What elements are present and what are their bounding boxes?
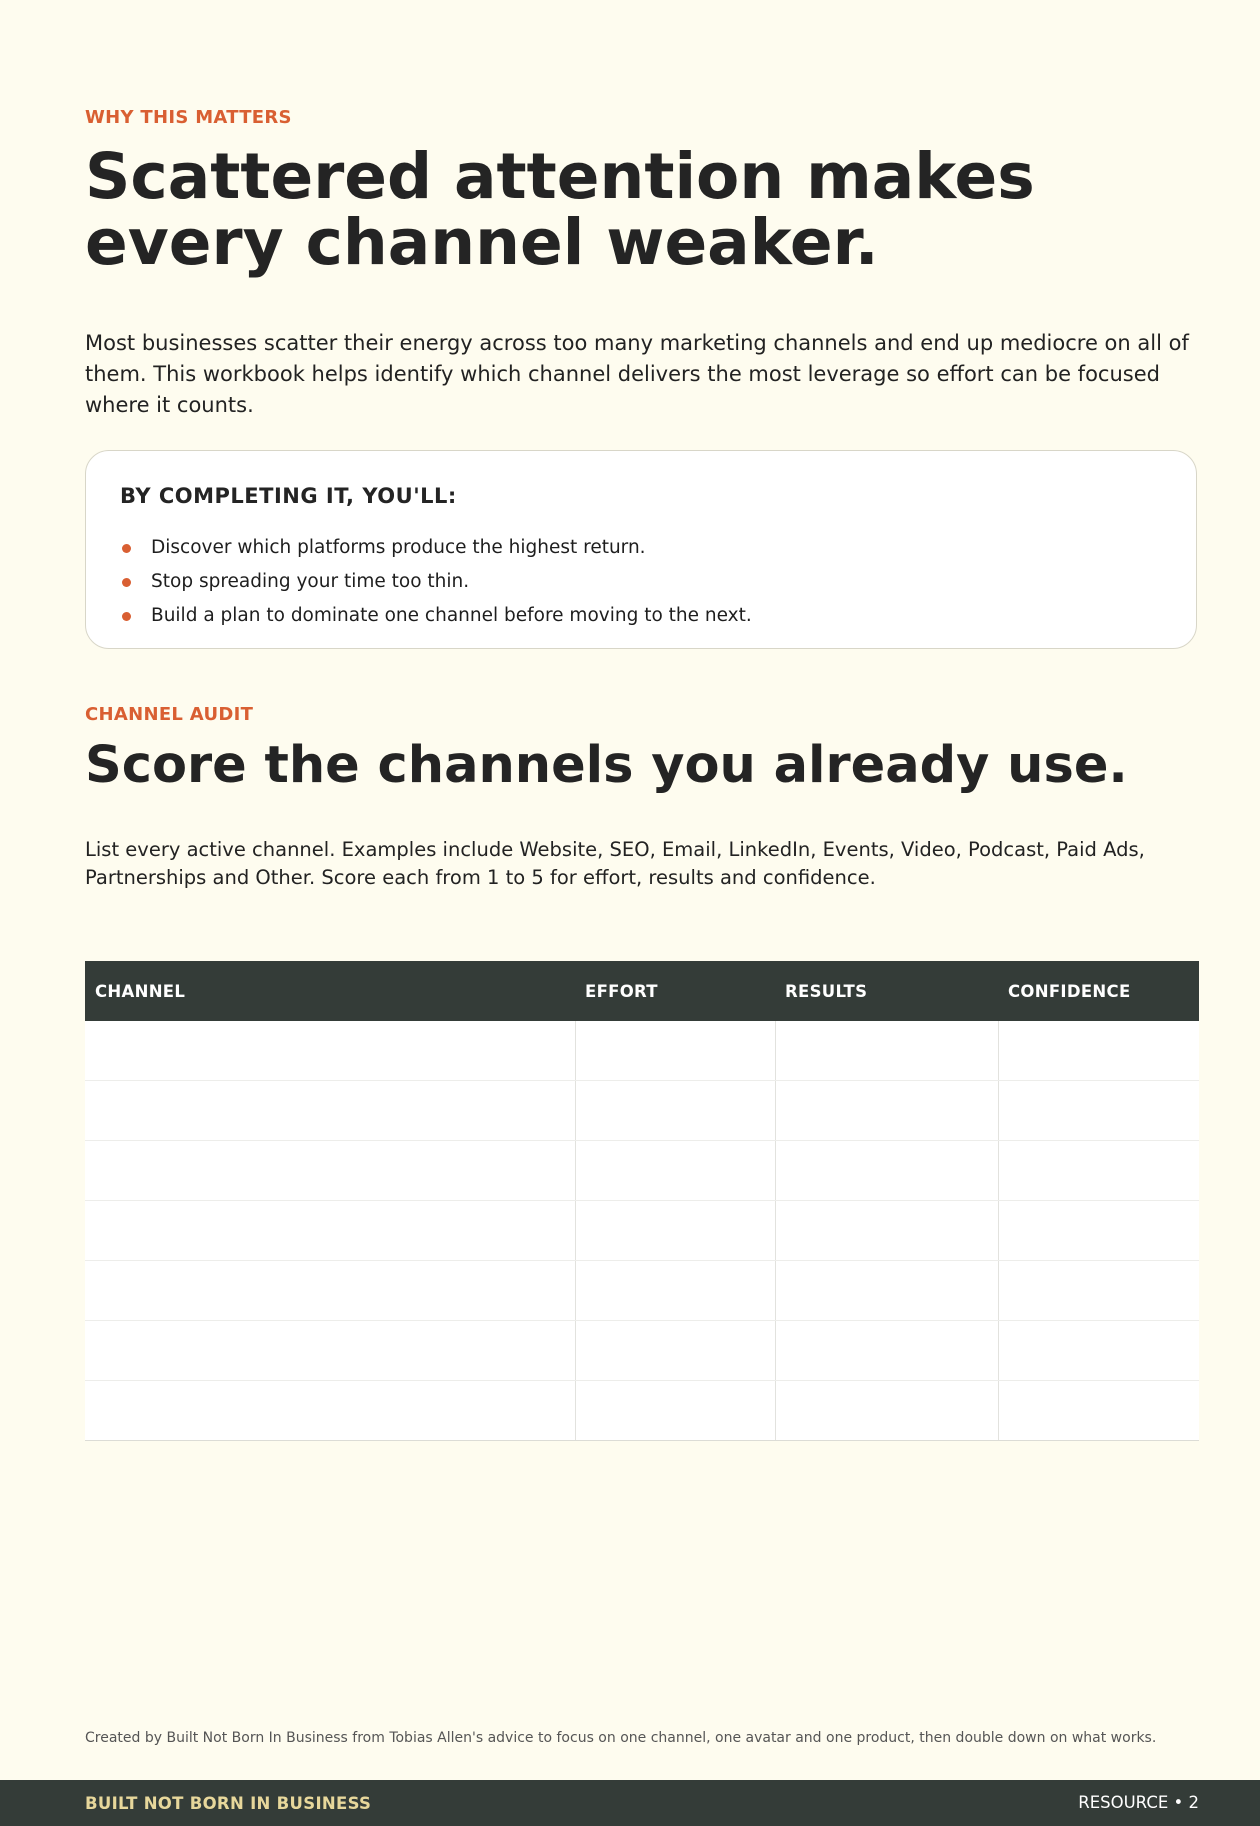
footer-page-label: RESOURCE • 2 xyxy=(1078,1793,1199,1812)
bullet-dot-icon xyxy=(122,612,131,621)
channel-cell[interactable] xyxy=(85,1381,575,1441)
column-header-confidence: CONFIDENCE xyxy=(998,961,1199,1021)
confidence-cell[interactable] xyxy=(998,1081,1199,1141)
section-eyebrow-audit: CHANNEL AUDIT xyxy=(85,704,254,725)
results-cell[interactable] xyxy=(775,1021,998,1081)
effort-cell[interactable] xyxy=(575,1261,775,1321)
channel-cell[interactable] xyxy=(85,1141,575,1201)
results-cell[interactable] xyxy=(775,1081,998,1141)
channel-cell[interactable] xyxy=(85,1021,575,1081)
page-title xyxy=(85,140,1199,279)
effort-cell[interactable] xyxy=(575,1141,775,1201)
column-header-effort: EFFORT xyxy=(575,961,775,1021)
effort-cell[interactable] xyxy=(575,1201,775,1261)
benefit-item xyxy=(120,565,752,599)
benefit-text: Build a plan to dominate one channel before moving to the next. xyxy=(151,605,752,626)
table-row xyxy=(85,1381,1199,1441)
benefit-text: Stop spreading your time too thin. xyxy=(151,571,470,592)
footer-bar xyxy=(0,1780,1260,1826)
section-eyebrow-why: WHY THIS MATTERS xyxy=(85,107,292,128)
benefits-callout xyxy=(85,450,1197,649)
results-cell[interactable] xyxy=(775,1141,998,1201)
intro-paragraph: Most businesses scatter their energy across too many marketing channels and end up mediocre on all of them. This workbook helps identify which channel delivers the most leverage so effort can be focused where it counts. xyxy=(85,331,1189,417)
audit-paragraph: List every active channel. Examples include Website, SEO, Email, LinkedIn, Events, Video, Podcast, Paid Ads, Partnerships and Other. Score each from 1 to 5 for effort, results and confidence. xyxy=(85,838,1145,889)
effort-cell[interactable] xyxy=(575,1381,775,1441)
table-row xyxy=(85,1081,1199,1141)
footer-brand: BUILT NOT BORN IN BUSINESS xyxy=(85,1794,372,1813)
benefit-text: Discover which platforms produce the highest return. xyxy=(151,537,646,558)
channel-cell[interactable] xyxy=(85,1201,575,1261)
channel-audit-table xyxy=(85,961,1199,1441)
page-title-line-2: every channel weaker. xyxy=(85,206,879,279)
effort-cell[interactable] xyxy=(575,1021,775,1081)
bullet-dot-icon xyxy=(122,578,131,587)
channel-cell[interactable] xyxy=(85,1261,575,1321)
confidence-cell[interactable] xyxy=(998,1381,1199,1441)
effort-cell[interactable] xyxy=(575,1081,775,1141)
benefit-item xyxy=(120,531,752,565)
section-title-audit: Score the channels you already use. xyxy=(85,736,1128,795)
bullet-dot-icon xyxy=(122,544,131,553)
table-row xyxy=(85,1021,1199,1081)
results-cell[interactable] xyxy=(775,1321,998,1381)
results-cell[interactable] xyxy=(775,1381,998,1441)
confidence-cell[interactable] xyxy=(998,1261,1199,1321)
confidence-cell[interactable] xyxy=(998,1141,1199,1201)
credit-note: Created by Built Not Born In Business from Tobias Allen's advice to focus on one channel, one avatar and one product, then double down on what works. xyxy=(85,1730,1157,1746)
table-row xyxy=(85,1141,1199,1201)
effort-cell[interactable] xyxy=(575,1321,775,1381)
channel-cell[interactable] xyxy=(85,1081,575,1141)
table-row xyxy=(85,1261,1199,1321)
results-cell[interactable] xyxy=(775,1201,998,1261)
table-header-row xyxy=(85,961,1199,1021)
table-row xyxy=(85,1321,1199,1381)
results-cell[interactable] xyxy=(775,1261,998,1321)
column-header-channel: CHANNEL xyxy=(85,961,575,1021)
table-row xyxy=(85,1201,1199,1261)
confidence-cell[interactable] xyxy=(998,1201,1199,1261)
callout-title: BY COMPLETING IT, YOU'LL: xyxy=(120,484,457,508)
column-header-results: RESULTS xyxy=(775,961,998,1021)
benefits-list xyxy=(120,531,752,633)
page-title-line-1: Scattered attention makes xyxy=(85,140,1035,213)
benefit-item xyxy=(120,599,752,633)
confidence-cell[interactable] xyxy=(998,1321,1199,1381)
confidence-cell[interactable] xyxy=(998,1021,1199,1081)
channel-cell[interactable] xyxy=(85,1321,575,1381)
